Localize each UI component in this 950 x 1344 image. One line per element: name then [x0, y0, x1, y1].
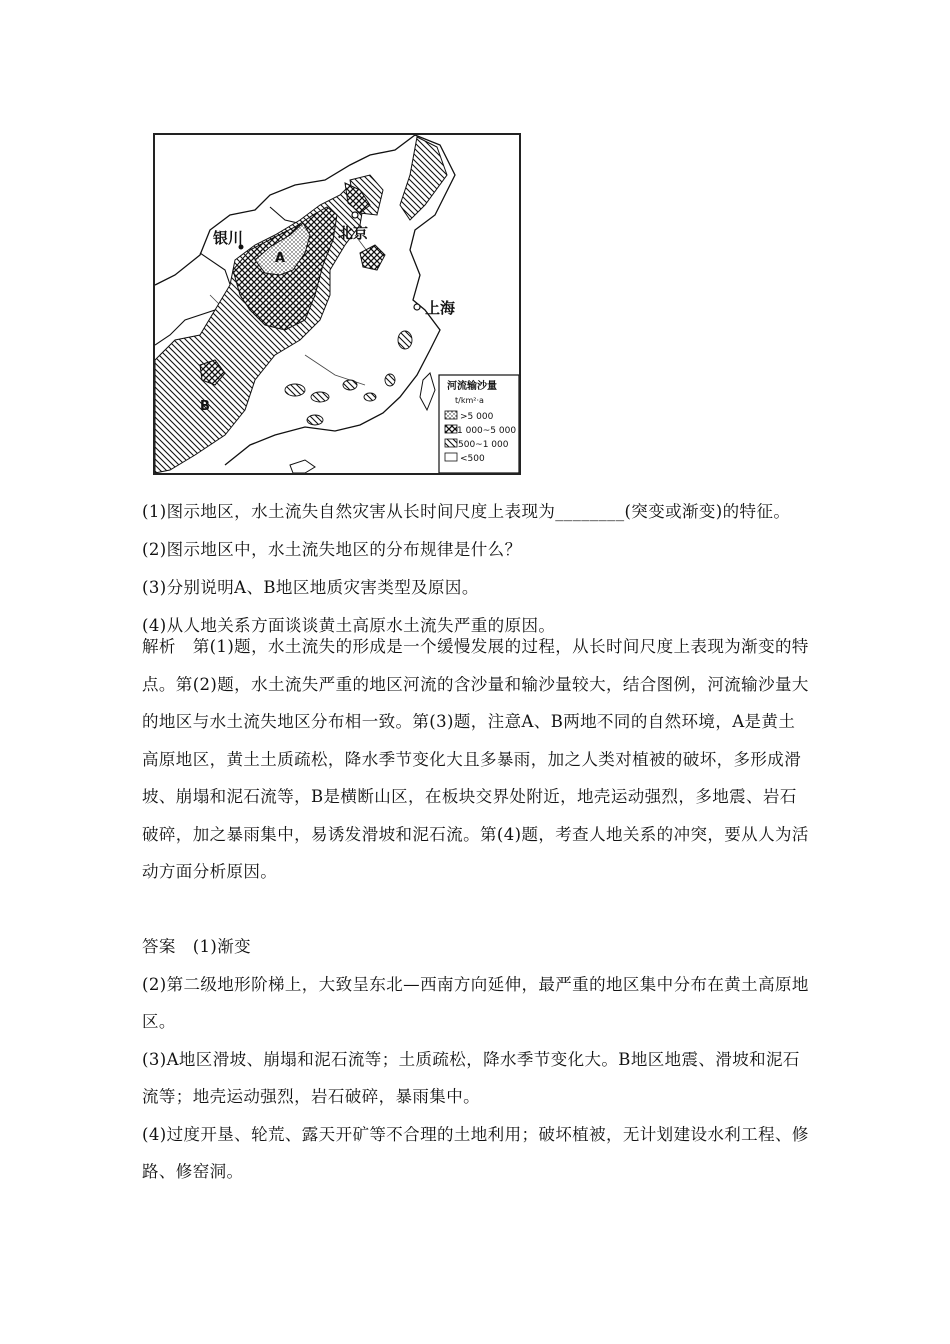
question-3: (3)分别说明A、B地区地质灾害类型及原因。 [142, 578, 479, 597]
analysis-line-4: 高原地区，黄土土质疏松，降水季节变化大且多暴雨，加之人类对植被的破坏，多形成滑 [142, 749, 802, 769]
answer-section [142, 928, 810, 1191]
analysis-line-5: 坡、崩塌和泥石流等，B是横断山区，在板块交界处附近，地壳运动强烈，多地震、岩石 [142, 787, 797, 806]
legend-swatch-500-1000 [445, 439, 457, 447]
analysis-line-3: 的地区与水土流失地区分布相一致。第(3)题，注意A、B两地不同的自然环境，A是黄土 [142, 712, 796, 731]
legend-swatch-over-5000 [445, 411, 457, 419]
taiwan-island [420, 373, 435, 410]
question-4: (4)从人地关系方面谈谈黄土高原水土流失严重的原因。 [142, 616, 556, 635]
legend-swatch-under-500 [445, 453, 457, 461]
scattered-patches [285, 331, 412, 425]
map-legend [439, 375, 519, 473]
yinchuan-label: 银川 [213, 229, 244, 247]
answer-line-5: 流等；地壳运动强烈，岩石破碎，暴雨集中。 [142, 1087, 480, 1106]
answer-line-6: (4)过度开垦、轮荒、露天开矿等不合理的土地利用；破坏植被，无计划建设水利工程、修 [142, 1124, 809, 1144]
answer-line-2: (2)第二级地形阶梯上，大致呈东北—西南方向延伸，最严重的地区集中分布在黄土高原地 [142, 974, 809, 994]
region-1000-5000-east [360, 245, 385, 270]
analysis-line-6: 破碎，加之暴雨集中，易诱发滑坡和泥石流。第(4)题，考查人地关系的冲突，要从人为活 [142, 824, 809, 844]
beijing-label: 北京 [338, 224, 369, 242]
answer-line-1: 答案 (1)渐变 [142, 937, 252, 956]
question-2: (2)图示地区中，水土流失地区的分布规律是什么？ [142, 540, 522, 559]
legend-title: 河流输沙量 [447, 381, 497, 392]
shanghai-marker [414, 304, 420, 310]
answer-line-7: 路、修窑洞。 [142, 1162, 244, 1181]
sediment-map [155, 135, 519, 473]
analysis-line-7: 动方面分析原因。 [142, 862, 278, 881]
analysis-section [142, 628, 810, 891]
question-1: (1)图示地区，水土流失自然灾害从长时间尺度上表现为________(突变或渐变)的特征。 [142, 502, 791, 521]
analysis-line-1: 解析 第(1)题，水土流失的形成是一个缓慢发展的过程，从长时间尺度上表现为渐变的特 [142, 637, 809, 656]
sediment-map-figure [153, 133, 521, 475]
region-b-label: B [200, 399, 210, 414]
legend-item-under-500: <500 [460, 454, 485, 464]
legend-item-500-1000: 500~1 000 [458, 440, 509, 450]
legend-unit: t/km²·a [455, 396, 484, 405]
legend-swatch-1000-5000 [445, 425, 457, 433]
shanghai-label: 上海 [425, 299, 456, 317]
hainan-island [290, 460, 315, 473]
region-500-1000-northeast [400, 137, 447, 220]
analysis-line-2: 点。第(2)题，水土流失严重的地区河流的含沙量和输沙量较大，结合图例，河流输沙量大 [142, 674, 809, 694]
answer-line-3: 区。 [142, 1012, 176, 1031]
legend-item-over-5000: >5 000 [460, 412, 494, 422]
region-a-label: A [275, 251, 286, 266]
questions-section [142, 494, 810, 646]
beijing-marker [352, 212, 358, 218]
legend-item-1000-5000: 1 000~5 000 [457, 426, 517, 436]
answer-line-4: (3)A地区滑坡、崩塌和泥石流等；土质疏松，降水季节变化大。B地区地震、滑坡和泥石 [142, 1049, 800, 1069]
